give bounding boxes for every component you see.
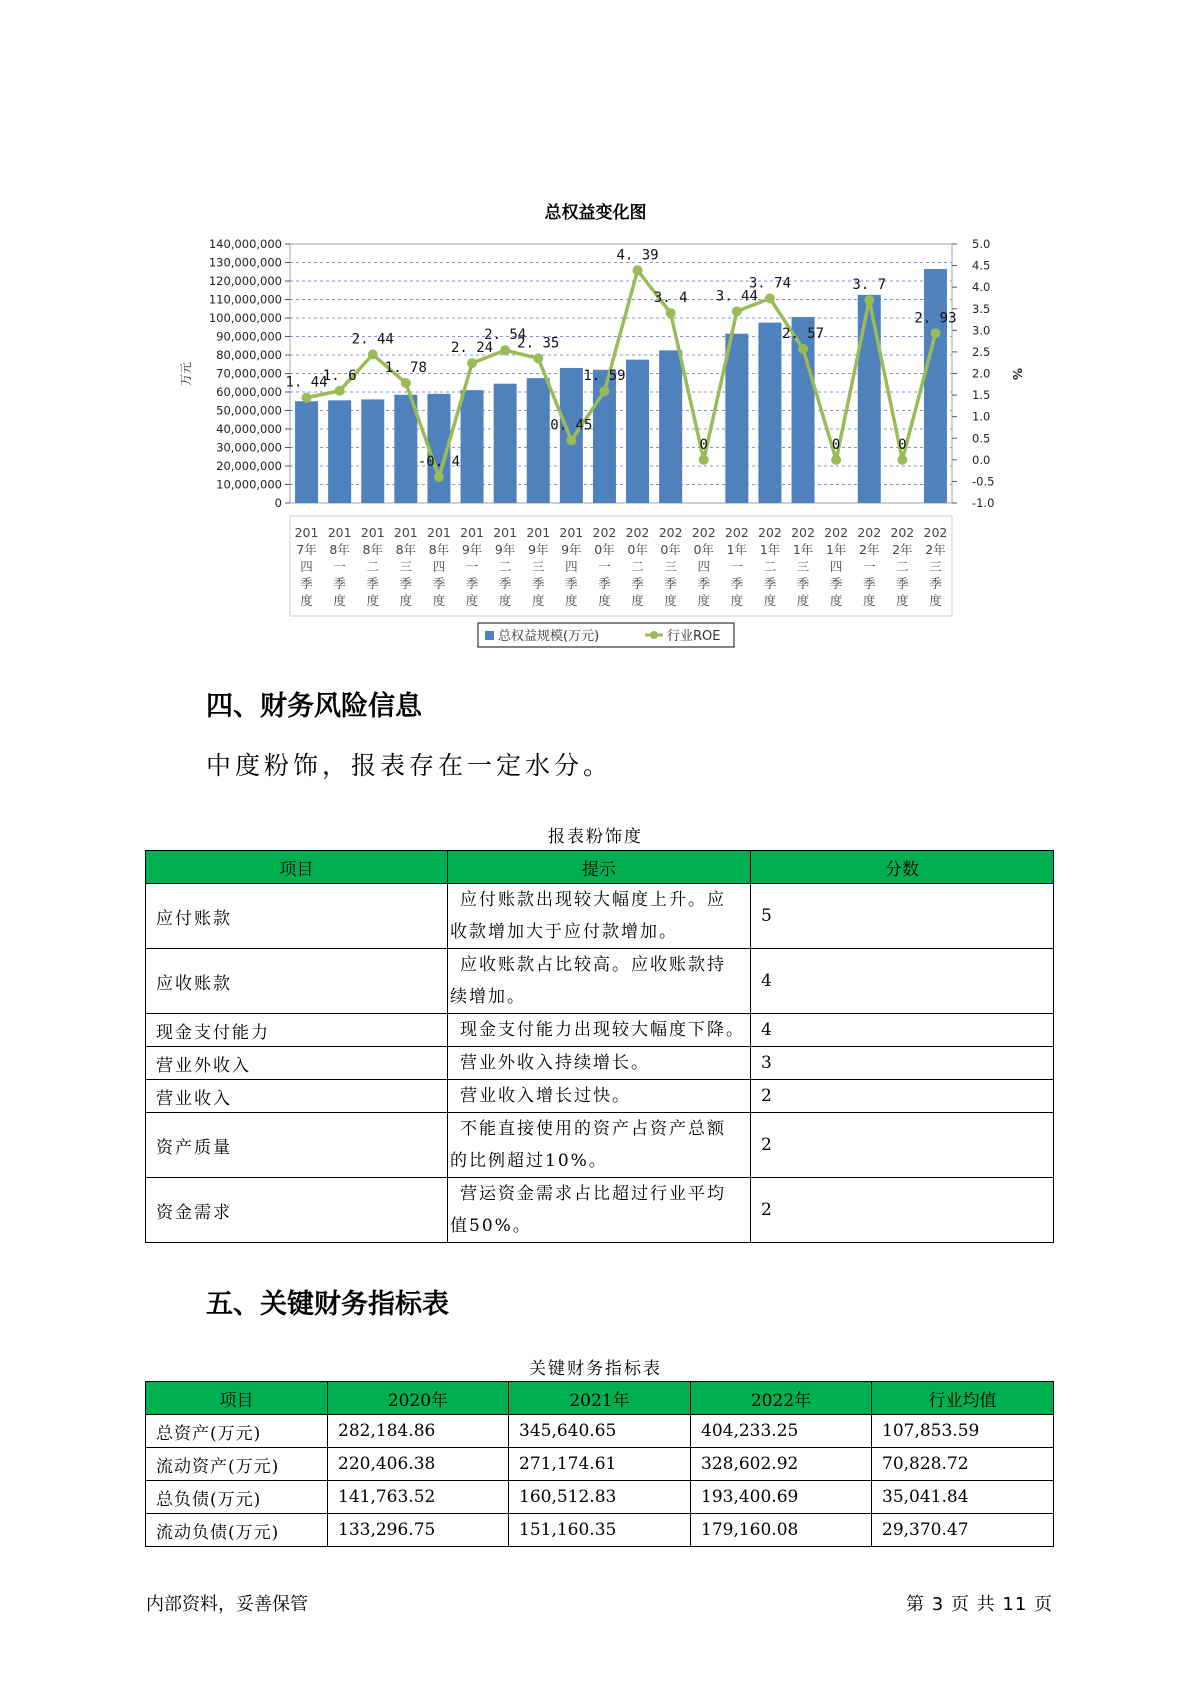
x-tick-label: 202 0年四季度 [691,525,716,608]
roe-point [500,345,510,355]
y2-tick-label: 3.5 [972,301,991,316]
header-cell: 2020年 [328,1382,509,1415]
roe-data-label: 4. 39 [616,247,659,264]
kpi-2021: 345,640.65 [509,1415,691,1448]
y2-tick-label: 1.0 [972,409,991,424]
kpi-industry-avg: 107,853.59 [872,1415,1054,1448]
section4-summary: 中度粉饰，报表存在一定水分。 [206,751,613,780]
risk-score: 2 [751,1113,1054,1178]
risk-score: 4 [751,1014,1054,1047]
risk-hint-line: 不能直接使用的资产占资产总额 [460,1119,726,1139]
roe-data-label: 0 [831,436,841,453]
legend-line-label: 行业ROE [667,629,721,644]
header-cell: 行业均值 [872,1382,1054,1415]
kpi-industry-avg: 35,041.84 [872,1481,1054,1514]
kpi-2022: 193,400.69 [691,1481,872,1514]
x-tick-label: 202 2年一季度 [857,525,882,608]
y-tick-label: 10,000,000 [216,477,282,492]
x-label-frame [290,516,952,616]
bar [725,334,748,503]
risk-hint [448,1080,751,1113]
roe-point [566,435,576,445]
risk-hint-line: 现金支付能力出现较大幅度下降。 [460,1020,745,1040]
bar [295,401,318,503]
roe-point [666,308,676,318]
y2-axis-title: % [1010,367,1024,381]
kpi-table-header [146,1382,1054,1415]
risk-score: 2 [751,1178,1054,1243]
header-cell: 项目 [146,851,448,884]
roe-data-label: 3. 4 [653,290,688,307]
risk-score: 4 [751,949,1054,1014]
roe-data-label: -0. 4 [417,454,461,471]
table-row [146,1514,1054,1547]
x-tick-label: 201 8年四季度 [427,525,451,608]
kpi-2022: 404,233.25 [691,1415,872,1448]
roe-point [599,386,609,396]
y-tick-label: 60,000,000 [216,385,282,399]
x-tick-label: 202 0年三季度 [658,525,683,608]
kpi-2021: 271,174.61 [509,1448,691,1481]
x-tick-label: 201 7年四季度 [294,525,319,608]
y2-tick-label: 1.5 [972,388,991,403]
x-tick-label: 202 2年二季度 [890,525,915,608]
bar [328,400,351,503]
y-tick-label: 80,000,000 [216,348,282,362]
roe-data-label: 1. 78 [384,359,427,376]
y2-tick-label: 4.5 [972,258,991,273]
risk-item: 营业外收入 [146,1047,448,1080]
roe-point [335,386,345,396]
section4-heading: 四、财务风险信息 [206,691,422,722]
risk-hint-line: 营业收入增长过快。 [460,1086,631,1106]
bar [626,360,649,503]
table-row [146,1047,1054,1080]
roe-data-label: 3. 44 [715,288,758,305]
bar [924,269,947,503]
roe-data-label: 0. 45 [550,417,593,434]
roe-data-label: 2. 35 [517,335,560,352]
x-tick-label: 201 9年二季度 [493,525,518,608]
risk-score: 5 [751,884,1054,949]
kpi-2022: 328,602.92 [691,1448,872,1481]
x-tick-label: 201 8年一季度 [327,525,352,608]
roe-point [798,344,808,354]
kpi-2021: 160,512.83 [509,1481,691,1514]
table-row [146,949,1054,1014]
roe-point [633,265,643,275]
x-tick-label: 202 1年二季度 [758,525,782,608]
kpi-item: 总资产(万元) [146,1415,328,1448]
x-tick-label: 202 1年一季度 [724,525,749,608]
legend-bar-label: 总权益规模(万元) [498,629,600,644]
roe-data-label: 2. 57 [781,325,825,342]
kpi-industry-avg: 29,370.47 [872,1514,1054,1547]
bar [361,399,384,503]
header-cell: 2022年 [691,1382,872,1415]
roe-point [533,353,543,363]
y-tick-label: 130,000,000 [208,255,282,270]
y2-tick-label: -0.5 [972,474,995,489]
bar [461,390,484,503]
kpi-table [145,1381,1054,1547]
footer-page-number: 第 3 页 共 11 页 [906,1594,1053,1615]
y-tick-label: 20,000,000 [216,459,282,473]
roe-data-label: 3. 7 [852,277,887,294]
kpi-item: 总负债(万元) [146,1481,328,1514]
y-tick-label: 40,000,000 [216,422,282,436]
footer-confidential: 内部资料，妥善保管 [146,1594,308,1615]
y2-tick-label: 0.0 [972,452,991,467]
y-tick-label: 70,000,000 [216,366,282,381]
y-tick-label: 30,000,000 [216,440,282,455]
risk-item: 资产质量 [146,1113,448,1178]
y-tick-label: 0 [274,496,282,510]
roe-point [368,350,378,360]
risk-hint-line: 值50%。 [450,1216,532,1236]
y-tick-label: 120,000,000 [208,274,282,288]
risk-hint [448,1014,751,1047]
kpi-2021: 151,160.35 [509,1514,691,1547]
kpi-2020: 133,296.75 [328,1514,509,1547]
x-tick-label: 201 9年一季度 [460,525,484,608]
y-axis-title: 万元 [179,361,193,387]
risk-hint [448,1047,751,1080]
kpi-2020: 141,763.52 [328,1481,509,1514]
x-tick-label: 202 1年四季度 [824,525,849,608]
risk-hint-line: 续增加。 [450,987,526,1007]
roe-data-label: 2. 24 [450,340,494,357]
header-cell: 2021年 [509,1382,691,1415]
roe-data-label: 2. 44 [351,331,394,348]
y2-tick-label: 4.0 [972,280,991,295]
kpi-table-caption: 关键财务指标表 [529,1359,662,1379]
risk-hint-line: 收款增加大于应付款增加。 [450,922,678,942]
x-tick-label: 202 1年三季度 [791,525,815,608]
kpi-industry-avg: 70,828.72 [872,1448,1054,1481]
table-row [146,1014,1054,1047]
roe-data-label: 0 [699,436,708,453]
roe-point [897,455,907,465]
risk-item: 应收账款 [146,949,448,1014]
roe-point [467,358,477,368]
x-tick-label: 201 9年三季度 [526,525,551,608]
table-row [146,1080,1054,1113]
y2-tick-label: 2.0 [972,366,991,381]
table-row [146,884,1054,949]
x-tick-label: 201 8年三季度 [393,525,418,608]
x-tick-label: 201 9年四季度 [559,525,584,608]
risk-hint [448,1113,751,1178]
y-tick-label: 100,000,000 [208,311,282,325]
risk-hint-line: 应收账款占比较高。应收账款持 [460,955,726,975]
risk-hint [448,1178,751,1243]
risk-table-header [146,851,1054,884]
bar [527,378,550,503]
equity-chart [0,0,1191,680]
table-row [146,1415,1054,1448]
kpi-item: 流动负债(万元) [146,1514,328,1547]
header-cell: 分数 [751,851,1054,884]
roe-data-label: 0 [898,436,907,453]
roe-point [765,293,775,303]
y-tick-label: 110,000,000 [208,292,282,307]
y2-tick-label: 3.0 [972,323,991,338]
risk-score: 3 [751,1047,1054,1080]
roe-data-label: 1. 6 [322,367,357,384]
y-tick-label: 140,000,000 [208,237,282,251]
bar [494,384,517,503]
risk-table-caption: 报表粉饰度 [548,827,643,847]
table-row [146,1113,1054,1178]
bar [758,323,781,503]
roe-data-label: 1. 59 [583,368,626,385]
table-row [146,1448,1054,1481]
header-cell: 项目 [146,1382,328,1415]
y-tick-label: 50,000,000 [216,403,282,418]
roe-data-label: 2. 93 [914,310,957,327]
legend-bar-swatch [485,631,494,640]
risk-item: 应付账款 [146,884,448,949]
risk-hint-line: 应付账款出现较大幅度上升。应 [460,890,726,910]
roe-point [732,306,742,316]
roe-point [699,455,709,465]
y2-tick-label: 5.0 [972,237,991,251]
section5-heading: 五、关键财务指标表 [206,1289,449,1320]
bar [858,295,881,503]
risk-item: 资金需求 [146,1178,448,1243]
risk-hint-line: 营运资金需求占比超过行业平均 [460,1184,726,1204]
x-tick-label: 202 0年一季度 [592,525,617,608]
table-row [146,1178,1054,1243]
y2-tick-label: 2.5 [972,344,991,359]
roe-point [302,393,312,403]
y2-tick-label: 0.5 [972,431,991,446]
risk-hint [448,949,751,1014]
kpi-item: 流动资产(万元) [146,1448,328,1481]
bar [659,350,682,503]
x-tick-label: 201 8年二季度 [360,525,385,608]
risk-item: 现金支付能力 [146,1014,448,1047]
kpi-2020: 220,406.38 [328,1448,509,1481]
risk-table [145,850,1054,1243]
risk-hint [448,884,751,949]
risk-hint-line: 营业外收入持续增长。 [460,1053,650,1073]
roe-point [831,455,841,465]
roe-point [401,378,411,388]
y-tick-label: 90,000,000 [216,329,282,344]
risk-hint-line: 的比例超过10%。 [450,1151,608,1171]
kpi-2022: 179,160.08 [691,1514,872,1547]
chart-title: 总权益变化图 [544,203,647,223]
roe-point [434,472,444,482]
risk-score: 2 [751,1080,1054,1113]
roe-data-label: 2. 54 [484,327,527,344]
risk-item: 营业收入 [146,1080,448,1113]
roe-data-label: 3. 74 [748,275,792,292]
kpi-2020: 282,184.86 [328,1415,509,1448]
roe-data-label: 1. 44 [285,374,328,391]
roe-point [930,328,940,338]
x-tick-label: 202 0年二季度 [625,525,650,608]
x-tick-label: 202 2年三季度 [923,525,948,608]
roe-point [864,295,874,305]
y2-tick-label: -1.0 [972,496,995,510]
table-row [146,1481,1054,1514]
legend-line-marker [650,631,658,639]
header-cell: 提示 [448,851,751,884]
